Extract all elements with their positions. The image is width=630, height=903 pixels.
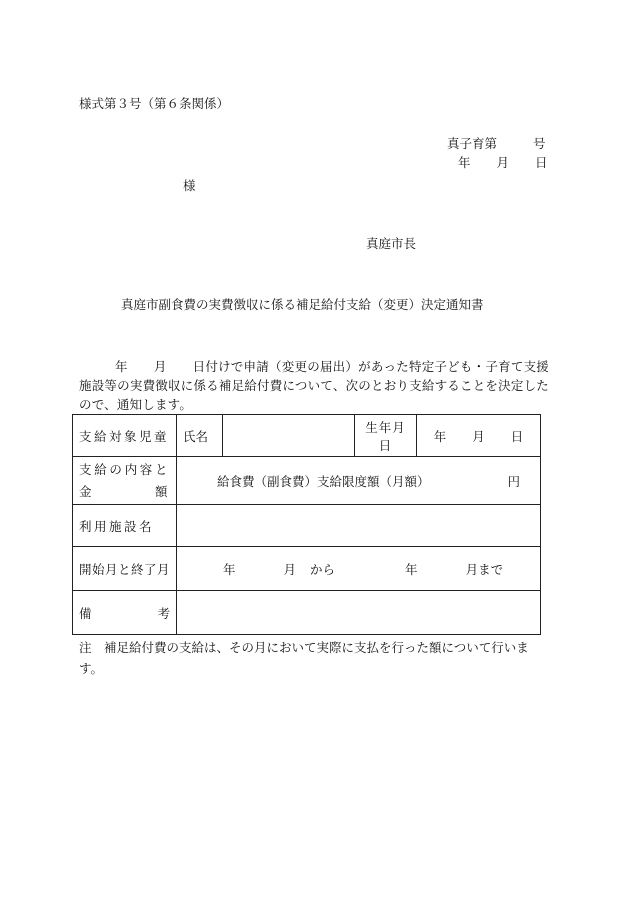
remarks-value <box>177 591 541 635</box>
body-paragraph <box>79 357 549 414</box>
birth-day: 日 <box>510 428 524 444</box>
reference-number <box>447 138 546 151</box>
issue-date <box>458 157 548 170</box>
period-value <box>177 547 541 591</box>
row-remarks <box>73 591 541 635</box>
row-content <box>73 457 541 505</box>
label-remarks-b: 考 <box>157 605 170 621</box>
content-text: 給食費（副食費）支給限度額（月額） <box>217 473 430 489</box>
label-content-line2 <box>79 481 170 503</box>
label-content-line1: 支給の内容と <box>79 461 170 477</box>
ref-prefix: 真子育第 <box>447 136 498 151</box>
label-period: 開始月と終了月 <box>73 547 177 591</box>
date-year: 年 <box>458 155 471 170</box>
document-title: 真庭市副食費の実費徴収に係る補足給付支給（変更）決定通知書 <box>121 297 484 312</box>
birth-month: 月 <box>472 428 485 444</box>
label-facility: 利用施設名 <box>73 505 177 547</box>
period-until: 月まで <box>465 561 504 577</box>
addressee: 様 <box>183 178 196 193</box>
date-month: 月 <box>496 155 510 170</box>
birth-year: 年 <box>433 428 447 444</box>
label-child: 支給対象児童 <box>73 415 177 457</box>
label-remarks <box>73 591 177 635</box>
issuer: 真庭市長 <box>366 236 417 251</box>
birthdate-value <box>417 415 541 457</box>
ref-suffix: 号 <box>533 136 546 151</box>
name-value <box>223 415 355 457</box>
facility-value <box>177 505 541 547</box>
form-number: 様式第３号（第６条関係） <box>79 96 230 111</box>
row-facility <box>73 505 541 547</box>
period-from: から <box>310 561 336 577</box>
body-month: 月 <box>153 359 167 374</box>
label-amount-b: 額 <box>154 483 170 499</box>
label-content-amount <box>73 457 177 505</box>
label-birthdate: 生年月日 <box>355 415 417 457</box>
content-value <box>177 457 541 505</box>
label-remarks-a: 備 <box>79 605 92 621</box>
label-amount-a: 金 <box>79 483 95 499</box>
row-child <box>73 415 541 457</box>
body-text: 日付けで申請（変更の届出）があった特定子ども・子育て支援施設等の実費徴収に係る補足給付費について、次のとおり支給することを決定したので、通知します。 <box>79 359 550 412</box>
body-year: 年 <box>115 359 128 374</box>
period-month1: 月 <box>283 561 297 577</box>
label-name: 氏名 <box>177 415 223 457</box>
row-period <box>73 547 541 591</box>
footnote: 注 補足給付費の支給は、その月において実際に支払を行った額について行います。 <box>79 640 529 676</box>
content-unit: 円 <box>507 473 521 489</box>
period-year2: 年 <box>405 561 418 577</box>
period-year1: 年 <box>223 561 236 577</box>
date-day: 日 <box>535 155 548 170</box>
info-table <box>72 414 541 635</box>
